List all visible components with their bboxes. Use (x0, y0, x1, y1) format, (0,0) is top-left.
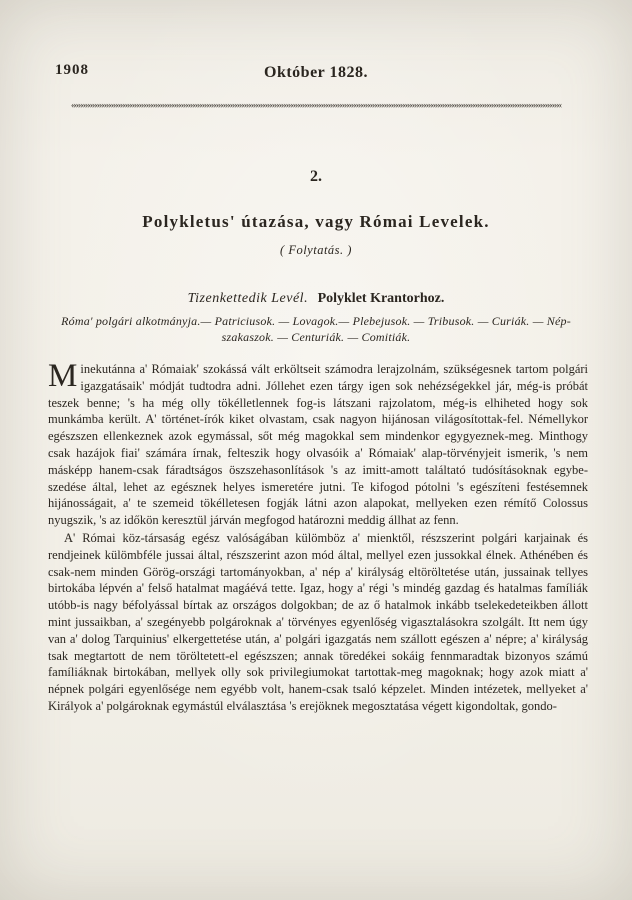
letter-heading-number: Tizenkettedik Levél. (187, 291, 309, 306)
letter-summary: Róma' polgári alkotmányja.— Patriciusok. — Lovagok.— Plebejusok. — Tribusok. — Curiák. — Nép-szakaszok. — Centuriák. — Comitiák. (61, 314, 571, 344)
paragraph-1-text: inekutánna a' Rómaiak' szokássá vált erköltseit számodra lerajzolnám, szükségesnek tartom polgári igazgatásaik' módját tudtodra adni. Jóllehet ezen tárgy igen sok nehézségekkel jár, még-is próbát teszek benne; 's ha még olly tökélletlennek fog-is látszani rajzolatom, még-is elhiheted hogy sok munkámba került. A' történet-írók kiket olvastam, csak nagyon hijánosan világosítottak-fel. Némellykor egészszen ellenkeznek azok egymással, sőt még magokkal sem mindenkor egygyeznek-meg. Minthogy csak hazájok fiai' számára írnak, felteszik hogy olvasóik a' Rómaiak' alap-törvényjeit ismerik, 's nem másképp hanem-csak fáradtságos öszszehasonlítások 's az imitt-amott találtató tudósításoknak egybe-szedése által, lehet az egésznek helyes ismeretére jutni. Te kifogod pótolni 's egészíteni festésemnek hijánosságait, a' te szemeid tökélletesen fogják látni azon alapokat, mellyeken ezen rémítő Colossus nyugszik, 's az időkön keresztül járván megfogod határozni meddig állhat az fenn. (48, 362, 588, 528)
section-number: 2. (310, 168, 322, 185)
continuation-note: ( Folytatás. ) (280, 243, 352, 257)
body-text (48, 358, 588, 715)
ornament-divider: «««««««««««««««««««««««««««««««««««««««««««««««««««««««««««««««««««««««««««««««««««««««««««««««««««««««««««««««««««««««««««««««««««««««««««« (71, 100, 561, 110)
letter-heading (0, 291, 632, 307)
page-number: 1908 (55, 62, 89, 78)
date-heading: Október 1828. (264, 64, 368, 81)
article-title: Polykletus' útazása, vagy Római Levelek. (142, 212, 490, 231)
letter-heading-addressee: Polyklet Krantorhoz. (317, 291, 445, 306)
page-header (0, 0, 632, 90)
paragraph-2: A' Római köz-társaság egész valóságában külömböz a' mienktől, részszerint polgári karjainak és rendjeinek külömbféle jussai által, részszerint azon mód által, mellyel ezen jussokkal élnek. Athénében és csak-nem minden Görög-országi tartományokban, a' nép a' királyság eltöröltetése után, jussainak tellyes birtokába lépvén a' felső hatalmat magáévá tette. Igaz, hogy a' régi 's mindég gazdag és hatalmas famíliák utóbb-is nagy béfolyással bírtak az országos dolgokban; de az ő hatalmok inkább tselekedeteikben állott mint jussaikban, a' szegényebb polgároknak a' törvényes egyenlőség vigasztalásokra szolgált. Itt nem úgy van a' dolog Tarquinius' elkergettetése után, a' polgári igazgatás nem szállott egészen a' népre; a' királyság tsak megtartott de nem töröltetett-el egészszen; annak töredékei sokáig fennmaradtak bizonyos számú famíliáknak birtokában, mellyek olly sok privilegiumokat tartottak-meg magoknak; hogy azok miatt a' népnek polgári egyenlősége nem egyébb volt, hanem-csak tsaló képzelet. Minden intézetek, mellyeket a' Királyok a' polgároknak egymástúl elválasztása 's erejöknek megosztatása végett kigondoltak, gondo- (48, 530, 588, 713)
dropcap-letter: M (48, 358, 78, 394)
paragraph-1 (48, 358, 588, 529)
